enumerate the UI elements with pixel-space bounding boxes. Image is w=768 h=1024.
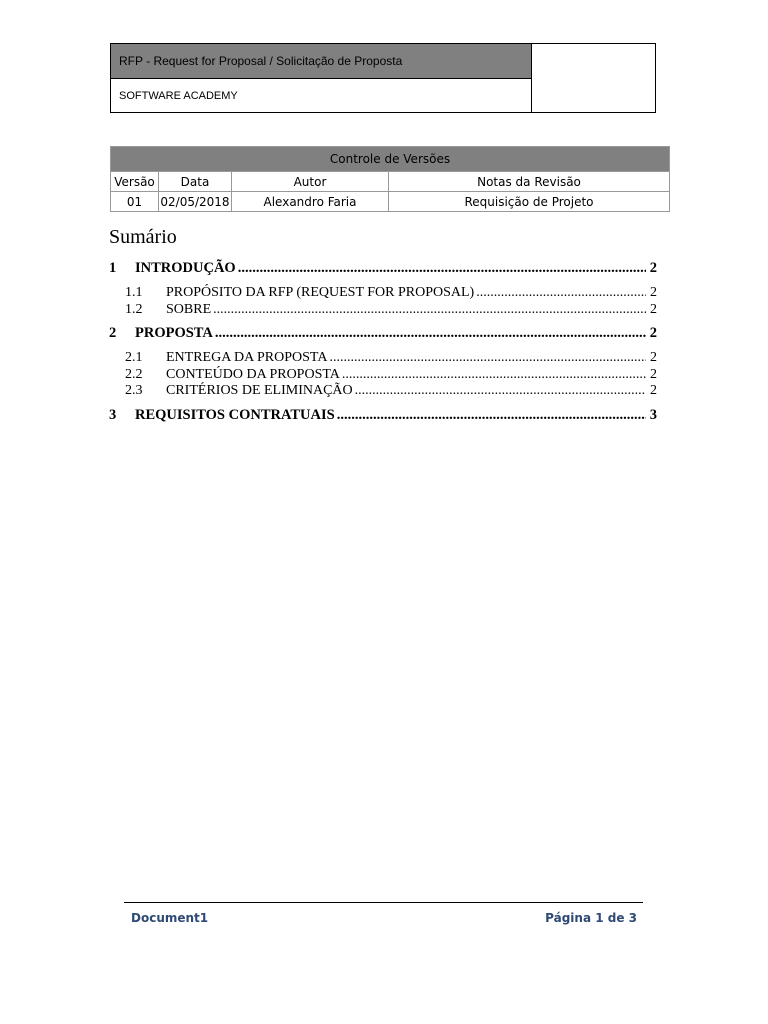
cell-versao: 01 bbox=[111, 192, 159, 212]
footer-document-name: Document1 bbox=[131, 911, 209, 925]
toc-number: 2.1 bbox=[125, 350, 143, 365]
toc-page: 2 bbox=[650, 285, 657, 300]
cell-data: 02/05/2018 bbox=[159, 192, 232, 212]
version-table-header bbox=[111, 172, 670, 192]
toc-text: PROPÓSITO DA RFP (REQUEST FOR PROPOSAL) bbox=[166, 285, 475, 300]
document-header bbox=[110, 43, 656, 113]
toc-page: 2 bbox=[650, 350, 657, 365]
footer-page-number: Página 1 de 3 bbox=[545, 911, 637, 925]
toc-leader bbox=[238, 260, 646, 277]
toc-number: 2.2 bbox=[125, 367, 143, 382]
toc-text: CRITÉRIOS DE ELIMINAÇÃO bbox=[166, 383, 353, 398]
toc-text: ENTREGA DA PROPOSTA bbox=[166, 350, 328, 365]
toc-entry[interactable] bbox=[109, 407, 657, 424]
toc-page: 3 bbox=[649, 407, 657, 423]
header-text-block bbox=[111, 44, 532, 112]
cell-autor: Alexandro Faria bbox=[232, 192, 389, 212]
toc-number: 2 bbox=[109, 325, 117, 341]
column-header-data: Data bbox=[159, 172, 232, 192]
table-row bbox=[111, 192, 670, 212]
toc-entry[interactable] bbox=[109, 383, 657, 399]
toc-text: CONTEÚDO DA PROPOSTA bbox=[166, 367, 340, 382]
toc-leader bbox=[213, 302, 646, 318]
toc-number: 1.2 bbox=[125, 302, 143, 317]
toc-page: 2 bbox=[650, 383, 657, 398]
toc-leader bbox=[342, 367, 646, 383]
toc-entry[interactable] bbox=[109, 325, 657, 342]
toc-leader bbox=[329, 350, 646, 366]
toc-number: 1 bbox=[109, 260, 117, 276]
toc-page: 2 bbox=[649, 260, 657, 276]
footer-divider bbox=[124, 902, 643, 903]
toc-text: REQUISITOS CONTRATUAIS bbox=[135, 407, 335, 423]
summary-title: Sumário bbox=[109, 226, 177, 248]
cell-notas: Requisição de Projeto bbox=[389, 192, 670, 212]
column-header-versao: Versão bbox=[111, 172, 159, 192]
toc-leader bbox=[355, 383, 646, 399]
toc-number: 2.3 bbox=[125, 383, 143, 398]
toc-page: 2 bbox=[649, 325, 657, 341]
document-subtitle: SOFTWARE ACADEMY bbox=[119, 90, 238, 102]
version-control-table bbox=[110, 146, 670, 212]
toc-page: 2 bbox=[650, 302, 657, 317]
toc-text: SOBRE bbox=[166, 302, 212, 317]
toc-page: 2 bbox=[650, 367, 657, 382]
toc-leader bbox=[337, 407, 646, 424]
toc-entry[interactable] bbox=[109, 302, 657, 318]
toc-text: INTRODUÇÃO bbox=[135, 260, 236, 276]
toc-text: PROPOSTA bbox=[135, 325, 213, 341]
column-header-notas: Notas da Revisão bbox=[389, 172, 670, 192]
toc-entry[interactable] bbox=[109, 260, 657, 277]
toc-entry[interactable] bbox=[109, 285, 657, 301]
toc-leader bbox=[476, 285, 646, 301]
column-header-autor: Autor bbox=[232, 172, 389, 192]
toc-number: 1.1 bbox=[125, 285, 143, 300]
toc-number: 3 bbox=[109, 407, 117, 423]
version-table-caption: Controle de Versões bbox=[111, 147, 670, 172]
document-title: RFP - Request for Proposal / Solicitação de Proposta bbox=[111, 44, 531, 79]
toc-entry[interactable] bbox=[109, 350, 657, 366]
toc-leader bbox=[215, 325, 646, 342]
toc-entry[interactable] bbox=[109, 367, 657, 383]
